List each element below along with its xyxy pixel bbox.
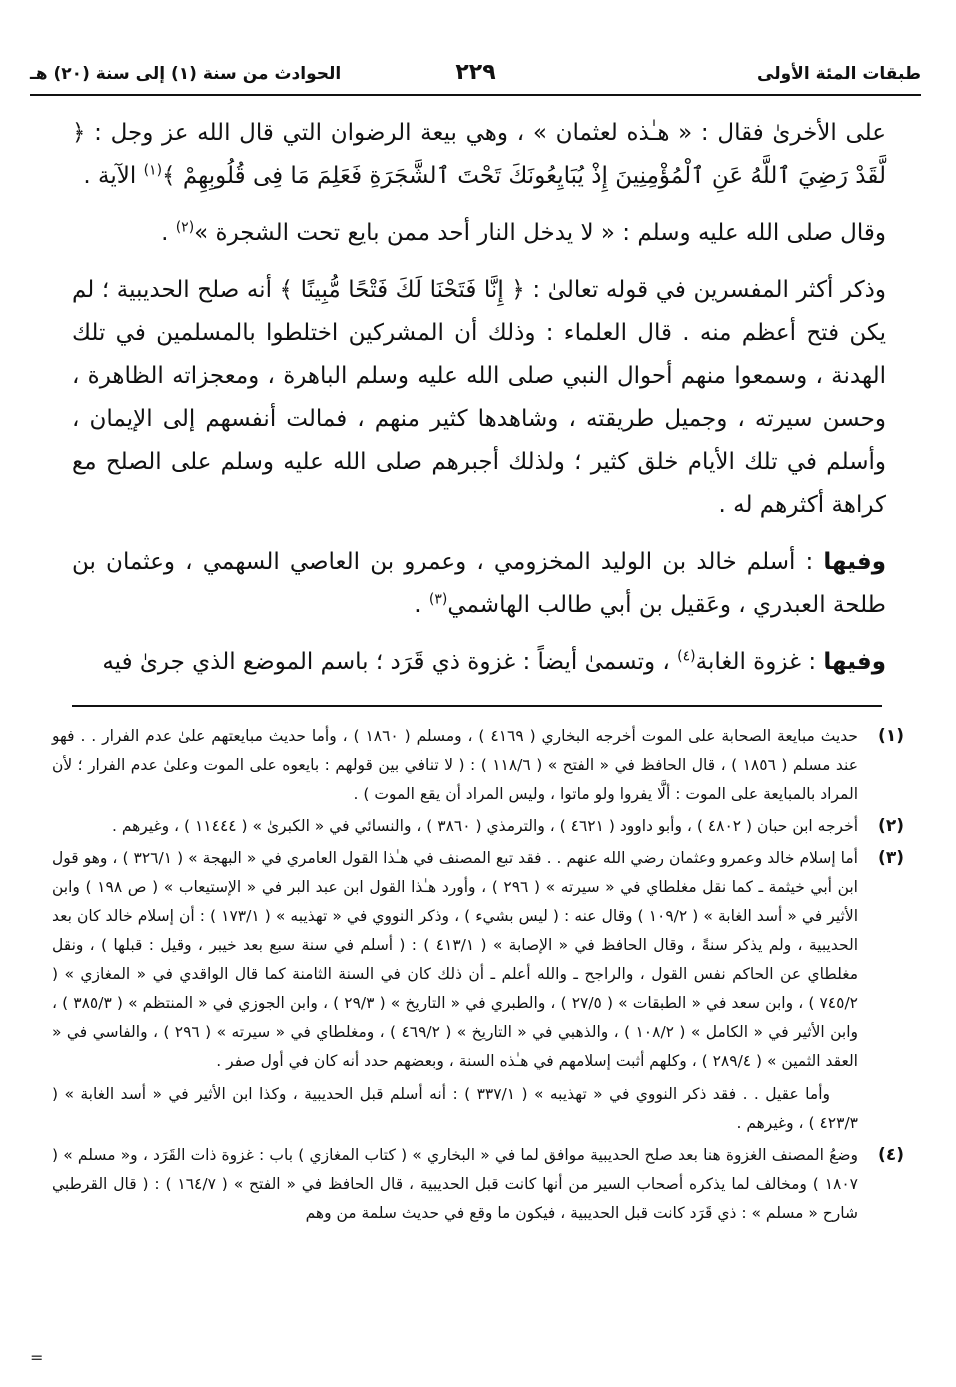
paragraph-5	[72, 641, 886, 684]
footnote-number: (٤)	[878, 1145, 904, 1165]
section-title: الحوادث من سنة (١) إلى سنة (٢٠) هـ	[30, 64, 342, 84]
footnote-2	[52, 812, 904, 841]
paragraph-1	[72, 112, 886, 198]
footnote-number: (١)	[878, 726, 904, 746]
footnote-divider	[72, 705, 882, 707]
paragraph-4	[72, 541, 886, 627]
footnote-ref-2: (٢)	[175, 219, 195, 236]
footnote-4	[52, 1141, 904, 1228]
footnote-ref-4: (٤)	[677, 648, 696, 665]
margin-mark: =	[30, 1348, 44, 1367]
paragraph-2-text: وقال صلى الله عليه وسلم : « لا يدخل النار أحد ممن بايع تحت الشجرة »	[194, 220, 886, 246]
paragraph-3	[72, 269, 886, 527]
footnote-number: (٣)	[878, 848, 904, 868]
footnote-text-extra: وأما عقيل . . فقد ذكر النووي في « تهذيبه » ( ٣٣٧/١ ) : أنه أسلم قبل الحديبية ، وكذا ابن الأثير في « أسد الغابة » ( ٤٢٣/٣ ) ، وغيرهم .	[52, 1085, 858, 1132]
paragraph-4-tail: .	[414, 592, 429, 618]
footnote-text: حديث مبايعة الصحابة على الموت أخرجه البخاري ( ٤١٦٩ ) ، ومسلم ( ١٨٦٠ ) ، وأما حديث مبايعتهم علىٰ عدم الفرار . . فهو عند مسلم ( ١٨٥٦ ) ، قال الحافظ في « الفتح » ( ١١٨/٦ ) : ( لا تنافي بين قولهم : بايعوه على الموت وعلىٰ عدم الفرار ؛ لأن المراد بالمبايعة على الموت : ألَّا يفروا ولو ماتوا ، وليس المراد أن يقع الموت ) .	[52, 727, 858, 803]
footnote-body	[52, 1141, 858, 1228]
paragraph-2	[72, 212, 886, 255]
paragraph-2-tail: .	[161, 220, 176, 246]
footnote-3	[52, 844, 904, 1138]
paragraph-5-text: : غزوة الغابة	[695, 649, 824, 675]
paragraph-1-text: على الأخرىٰ فقال : « هـٰذه لعثمان » ، وهي بيعة الرضوان التي قال الله عز وجل : ﴿ لَّقَدْ رَضِيَ ٱللَّهُ عَنِ ٱلْمُؤْمِنِينَ إِذْ يُبَايِعُونَكَ تَحْتَ ٱلشَّجَرَةِ فَعَلِمَ مَا فِى قُلُوبِهِمْ ﴾	[72, 120, 886, 189]
page-number: ٢٢٩	[455, 60, 496, 85]
paragraph-3-text: وذكر أكثر المفسرين في قوله تعالىٰ : ﴿ إِنَّا فَتَحْنَا لَكَ فَتْحًا مُّبِينًا ﴾ أنه صلح الحديبية ؛ لم يكن فتح أعظم منه . قال العلماء : وذلك أن المشركين اختلطوا بالمسلمين في تلك الهدنة ، وسمعوا منهم أحوال النبي صلى الله عليه وسلم الباهرة ، ومعجزاته الظاهرة ، وحسن سيرته ، وجميل طريقته ، وشاهدها كثير منهم ، فمالت أنفسهم إلى الإيمان ، وأسلم في تلك الأيام خلق كثير ؛ ولذلك أجبرهم صلى الله عليه وسلم على الصلح مع كراهة أكثرهم له .	[72, 277, 886, 518]
footnote-body	[52, 812, 858, 841]
paragraph-1-tail: الآية .	[83, 163, 144, 189]
footnote-number: (٢)	[878, 816, 904, 836]
paragraph-5-lead: وفيها	[823, 649, 886, 675]
footnotes	[52, 722, 904, 1231]
paragraph-4-lead: وفيها	[823, 549, 886, 575]
book-title: طبقات المئة الأولى	[757, 64, 921, 84]
footnote-text: أخرجه ابن حبان ( ٤٨٠٢ ) ، وأبو داوود ( ٤٦٢١ ) ، والترمذي ( ٣٨٦٠ ) ، والنسائي في « الكبرىٰ » ( ١١٤٤٤ ) ، وغيرهم .	[111, 817, 858, 835]
footnote-ref-1: (١)	[143, 162, 163, 179]
footnote-text: أما إسلام خالد وعمرو وعثمان رضي الله عنهم . . فقد تبع المصنف في هـٰذا القول العامري في « البهجة » ( ٣٢٦/١ ) ، وهو قول ابن أبي خيثمة ـ كما نقل مغلطاي في « سيرته » ( ٢٩٦ ) ، وأورد هـٰذا القول ابن عبد البر في « الإستيعاب » ( ص ١٩٨ ) وابن الأثير في « أسد الغابة » ( ١٠٩/٢ ) وقال عنه : ( ليس بشيء ) ، وذكر النووي في « تهذيبه » ( ١٧٣/١ ) : أن إسلام خالد كان بعد الحديبية ، ولم يذكر سنةً ، وقال الحافظ في « الإصابة » ( ٤١٣/١ ) : ( أسلم في سنة سبع بعد خيبر ، وقيل : قبلها ) ، ونقل مغلطاي عن الحاكم نفس القول ، والراجح ـ والله أعلم ـ أن ذلك كان في السنة الثامنة كما قال الواقدي في « المغازي » ( ٧٤٥/٢ ) ، وابن سعد في « الطبقات » ( ٢٧/٥ ) ، والطبري في « التاريخ » ( ٢٩/٣ ) ، وابن الجوزي في « المنتظم » ( ٣٨٥/٣ ) ، وابن الأثير في « الكامل » ( ١٠٨/٢ ) ، والذهبي في « التاريخ » ( ٤٦٩/٢ ) ، ومغلطاي في « سيرته » ( ٢٩٦ ) ، والفاسي في « العقد الثمين » ( ٢٨٩/٤ ) ، وكلهم أثبت إسلامهم في هـٰذه السنة ، وبعضهم حدد أنه كان في أول صفر .	[52, 849, 859, 1070]
footnote-body	[52, 844, 858, 1138]
running-header	[30, 60, 921, 96]
footnote-ref-3: (٣)	[428, 591, 448, 608]
paragraph-4-text: : أسلم خالد بن الوليد المخزومي ، وعمرو بن العاصي السهمي ، وعثمان بن طلحة العبدري ، وعَقيل بن أبي طالب الهاشمي	[72, 549, 886, 618]
footnote-body	[52, 722, 858, 809]
paragraph-5-tail: ، وتسمىٰ أيضاً : غزوة ذي قَرَد ؛ باسم الموضع الذي جرىٰ فيه	[102, 649, 678, 675]
main-text	[72, 112, 886, 698]
footnote-text: وضعُ المصنف الغزوة هنا بعد صلح الحديبية موافق لما في « البخاري » ( كتاب المغازي ) باب : غزوة ذات القَرَد ، و« مسلم » ( ١٨٠٧ ) ومخالف لما يذكره أصحاب السير من أنها كانت قبل الحديبية ، قال الحافظ في « الفتح » ( ١٦٤/٧ ) : ( قال القرطبي شارح « مسلم » : ذي قَرَد كانت قبل الحديبية ، فيكون ما وقع في حديث سلمة من وهم	[52, 1146, 858, 1222]
footnote-1	[52, 722, 904, 809]
